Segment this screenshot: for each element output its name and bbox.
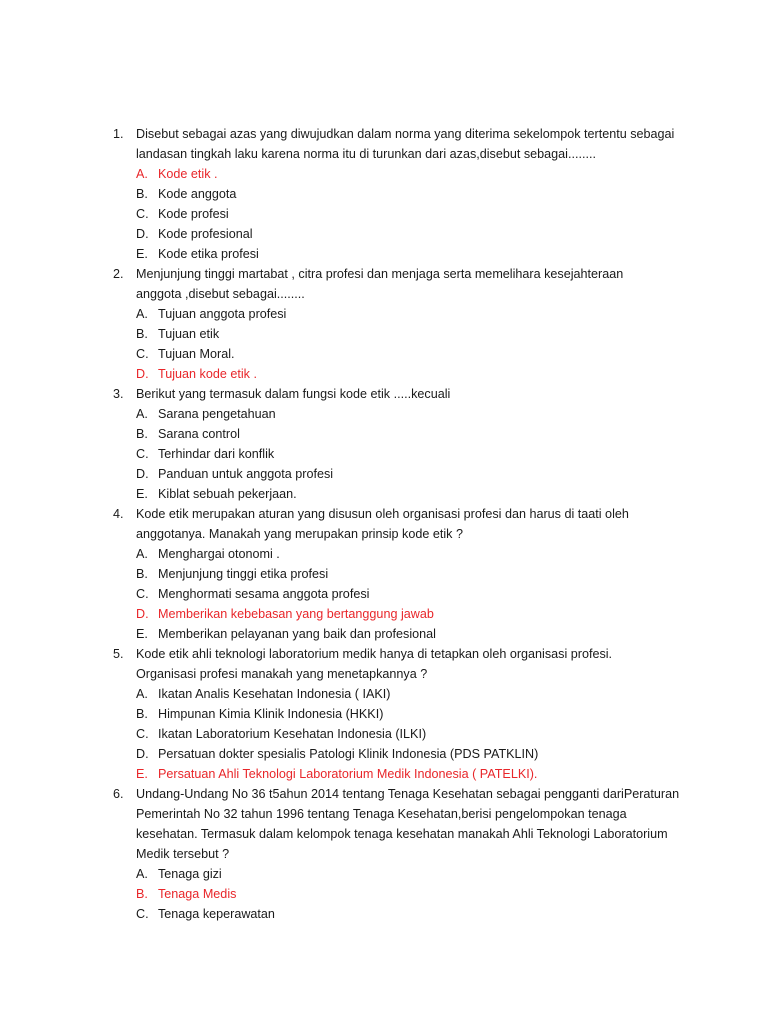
question-3 bbox=[0, 384, 768, 504]
option-text: Menghormati sesama anggota profesi bbox=[158, 587, 370, 601]
question-text: Berikut yang termasuk dalam fungsi kode etik .....kecuali bbox=[136, 387, 451, 401]
question-number: 3. bbox=[113, 387, 124, 401]
question-text: Kode etik ahli teknologi laboratorium medik hanya di tetapkan oleh organisasi profesi. bbox=[136, 647, 613, 661]
question-number: 2. bbox=[113, 267, 124, 281]
option-letter: E. bbox=[136, 247, 148, 261]
option-letter: A. bbox=[136, 547, 148, 561]
answer-option bbox=[0, 424, 768, 444]
option-letter: B. bbox=[136, 187, 148, 201]
option-text: Tujuan anggota profesi bbox=[158, 307, 287, 321]
answer-option-correct bbox=[0, 884, 768, 904]
question-6 bbox=[0, 784, 768, 924]
option-text: Menjunjung tinggi etika profesi bbox=[158, 567, 329, 581]
answer-option bbox=[0, 904, 768, 924]
option-letter: A. bbox=[136, 867, 148, 881]
option-letter: D. bbox=[136, 467, 149, 481]
option-text: Kode profesi bbox=[158, 207, 229, 221]
option-letter: C. bbox=[136, 207, 149, 221]
option-letter: C. bbox=[136, 727, 149, 741]
option-text: Panduan untuk anggota profesi bbox=[158, 467, 334, 481]
question-line bbox=[0, 664, 768, 684]
answer-option bbox=[0, 684, 768, 704]
option-letter: A. bbox=[136, 687, 148, 701]
option-letter: A. bbox=[136, 407, 148, 421]
option-text: Tujuan etik bbox=[158, 327, 220, 341]
question-2 bbox=[0, 264, 768, 384]
option-text: Tenaga Medis bbox=[158, 887, 237, 901]
question-line bbox=[0, 844, 768, 864]
option-letter: E. bbox=[136, 487, 148, 501]
option-text: Tujuan Moral. bbox=[158, 347, 235, 361]
question-line bbox=[0, 264, 768, 284]
answer-option bbox=[0, 344, 768, 364]
option-text: Kiblat sebuah pekerjaan. bbox=[158, 487, 297, 501]
option-letter: B. bbox=[136, 567, 148, 581]
answer-option bbox=[0, 324, 768, 344]
answer-option bbox=[0, 584, 768, 604]
question-4 bbox=[0, 504, 768, 644]
question-line bbox=[0, 524, 768, 544]
question-line bbox=[0, 824, 768, 844]
option-letter: C. bbox=[136, 347, 149, 361]
option-letter: D. bbox=[136, 227, 149, 241]
answer-option bbox=[0, 244, 768, 264]
question-number: 4. bbox=[113, 507, 124, 521]
option-letter: C. bbox=[136, 907, 149, 921]
option-letter: B. bbox=[136, 707, 148, 721]
question-text: Kode etik merupakan aturan yang disusun oleh organisasi profesi dan harus di taati oleh bbox=[136, 507, 629, 521]
answer-option-correct bbox=[0, 604, 768, 624]
option-letter: D. bbox=[136, 367, 149, 381]
option-letter: B. bbox=[136, 887, 148, 901]
answer-option-correct bbox=[0, 164, 768, 184]
question-text: Medik tersebut ? bbox=[136, 847, 230, 861]
question-document bbox=[0, 124, 768, 924]
question-1 bbox=[0, 124, 768, 264]
option-text: Kode etika profesi bbox=[158, 247, 259, 261]
option-text: Menghargai otonomi . bbox=[158, 547, 280, 561]
question-text: Undang-Undang No 36 t5ahun 2014 tentang Tenaga Kesehatan sebagai pengganti dariPeraturan bbox=[136, 787, 680, 801]
option-letter: B. bbox=[136, 327, 148, 341]
option-text: Memberikan pelayanan yang baik dan profesional bbox=[158, 627, 436, 641]
option-text: Kode anggota bbox=[158, 187, 237, 201]
answer-option bbox=[0, 304, 768, 324]
answer-option bbox=[0, 404, 768, 424]
answer-option bbox=[0, 464, 768, 484]
option-letter: A. bbox=[136, 167, 148, 181]
option-text: Tujuan kode etik . bbox=[158, 367, 257, 381]
answer-option bbox=[0, 444, 768, 464]
question-text: landasan tingkah laku karena norma itu di turunkan dari azas,disebut sebagai........ bbox=[136, 147, 596, 161]
option-letter: C. bbox=[136, 587, 149, 601]
option-text: Kode etik . bbox=[158, 167, 218, 181]
answer-option bbox=[0, 484, 768, 504]
question-text: Menjunjung tinggi martabat , citra profesi dan menjaga serta memelihara kesejahteraan bbox=[136, 267, 624, 281]
question-line bbox=[0, 504, 768, 524]
option-letter: E. bbox=[136, 767, 148, 781]
answer-option bbox=[0, 704, 768, 724]
option-letter: D. bbox=[136, 607, 149, 621]
answer-option-correct bbox=[0, 764, 768, 784]
answer-option bbox=[0, 204, 768, 224]
question-text: Disebut sebagai azas yang diwujudkan dalam norma yang diterima sekelompok tertentu sebagai bbox=[136, 127, 675, 141]
option-text: Tenaga keperawatan bbox=[158, 907, 275, 921]
option-text: Himpunan Kimia Klinik Indonesia (HKKI) bbox=[158, 707, 384, 721]
question-line bbox=[0, 784, 768, 804]
option-text: Sarana control bbox=[158, 427, 240, 441]
answer-option bbox=[0, 224, 768, 244]
question-line bbox=[0, 384, 768, 404]
question-line bbox=[0, 144, 768, 164]
answer-option bbox=[0, 624, 768, 644]
option-letter: A. bbox=[136, 307, 148, 321]
option-text: Ikatan Laboratorium Kesehatan Indonesia (ILKI) bbox=[158, 727, 427, 741]
answer-option bbox=[0, 544, 768, 564]
answer-option bbox=[0, 184, 768, 204]
option-text: Sarana pengetahuan bbox=[158, 407, 276, 421]
question-number: 6. bbox=[113, 787, 124, 801]
option-letter: E. bbox=[136, 627, 148, 641]
question-line bbox=[0, 804, 768, 824]
option-text: Kode profesional bbox=[158, 227, 253, 241]
answer-option bbox=[0, 864, 768, 884]
option-text: Memberikan kebebasan yang bertanggung jawab bbox=[158, 607, 434, 621]
option-letter: B. bbox=[136, 427, 148, 441]
question-line bbox=[0, 124, 768, 144]
answer-option bbox=[0, 564, 768, 584]
question-text: kesehatan. Termasuk dalam kelompok tenaga kesehatan manakah Ahli Teknologi Laboratorium bbox=[136, 827, 668, 841]
question-text: Organisasi profesi manakah yang menetapkannya ? bbox=[136, 667, 428, 681]
question-text: anggota ,disebut sebagai........ bbox=[136, 287, 305, 301]
question-number: 1. bbox=[113, 127, 124, 141]
question-line bbox=[0, 644, 768, 664]
option-text: Persatuan Ahli Teknologi Laboratorium Medik Indonesia ( PATELKI). bbox=[158, 767, 538, 781]
option-letter: C. bbox=[136, 447, 149, 461]
option-letter: D. bbox=[136, 747, 149, 761]
option-text: Terhindar dari konflik bbox=[158, 447, 275, 461]
option-text: Ikatan Analis Kesehatan Indonesia ( IAKI) bbox=[158, 687, 391, 701]
question-line bbox=[0, 284, 768, 304]
answer-option-correct bbox=[0, 364, 768, 384]
question-5 bbox=[0, 644, 768, 784]
option-text: Persatuan dokter spesialis Patologi Klinik Indonesia (PDS PATKLIN) bbox=[158, 747, 539, 761]
question-number: 5. bbox=[113, 647, 124, 661]
question-text: anggotanya. Manakah yang merupakan prinsip kode etik ? bbox=[136, 527, 463, 541]
option-text: Tenaga gizi bbox=[158, 867, 222, 881]
answer-option bbox=[0, 724, 768, 744]
question-text: Pemerintah No 32 tahun 1996 tentang Tenaga Kesehatan,berisi pengelompokan tenaga bbox=[136, 807, 627, 821]
answer-option bbox=[0, 744, 768, 764]
